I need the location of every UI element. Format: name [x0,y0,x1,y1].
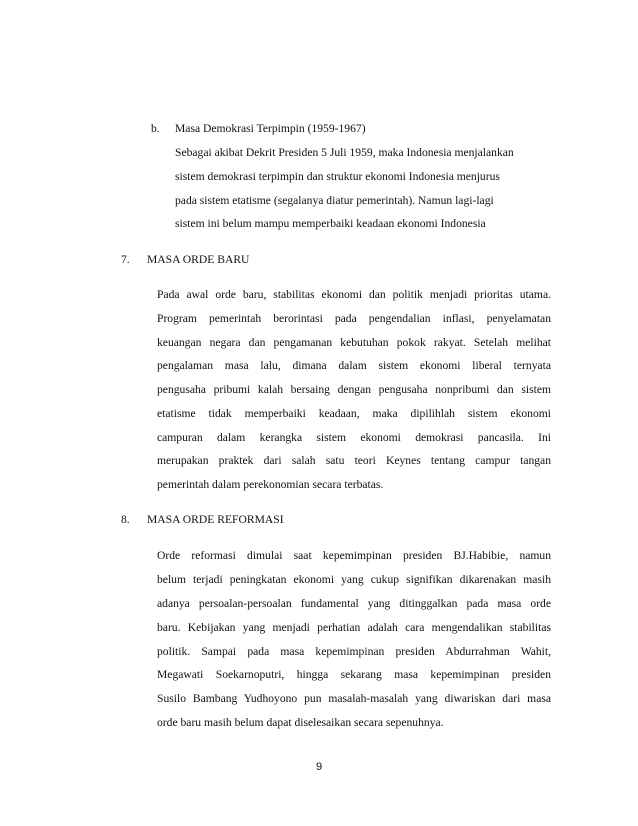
subsection-b-line: sistem demokrasi terpimpin dan struktur ekonomi Indonesia menjurus [175,170,500,183]
section-8-line: orde baru masih belum dapat diselesaikan secara sepenuhnya. [157,716,444,729]
section-7-line: Pada awal orde baru, stabilitas ekonomi dan politik menjadi prioritas utama. [157,288,551,301]
section-7-line: etatisme tidak memperbaiki keadaan, maka dipilihlah sistem ekonomi [157,407,551,420]
section-8-line: politik. Sampai pada masa kepemimpinan presiden Abdurrahman Wahit, [157,645,551,658]
section-7-line: keuangan negara dan pengamanan kebutuhan pokok rakyat. Setelah melihat [157,336,551,349]
subsection-b-marker: b. [151,122,160,135]
section-8-number: 8. [121,513,130,526]
section-8-line: Orde reformasi dimulai saat kepemimpinan presiden BJ.Habibie, namun [157,549,551,562]
section-7-line: campuran dalam kerangka sistem ekonomi demokrasi pancasila. Ini [157,431,551,444]
section-7-heading: MASA ORDE BARU [147,253,250,266]
section-7-line: pengusaha pribumi kalah bersaing dengan pengusaha nonpribumi dan sistem [157,383,551,396]
subsection-b-line: Sebagai akibat Dekrit Presiden 5 Juli 1959, maka Indonesia menjalankan [175,146,514,159]
section-7-line: merupakan praktek dari salah satu teori Keynes tentang campur tangan [157,454,551,467]
subsection-b-line: sistem ini belum mampu memperbaiki keadaan ekonomi Indonesia [175,217,486,230]
section-8-line: Megawati Soekarnoputri, hingga sekarang masa kepemimpinan presiden [157,668,551,681]
section-7-line: pemerintah dalam perekonomian secara terbatas. [157,478,384,491]
section-8-heading: MASA ORDE REFORMASI [147,513,284,526]
section-7-line: Program pemerintah berorintasi pada pengendalian inflasi, penyelamatan [157,312,551,325]
page-number: 9 [315,761,323,773]
subsection-b-line: pada sistem etatisme (segalanya diatur pemerintah). Namun lagi-lagi [175,194,494,207]
section-8-line: Susilo Bambang Yudhoyono pun masalah-masalah yang diwariskan dari masa [157,692,551,705]
section-8-line: baru. Kebijakan yang menjadi perhatian adalah cara mengendalikan stabilitas [157,621,551,634]
section-7-line: pengalaman masa lalu, dimana dalam sistem ekonomi liberal ternyata [157,359,551,372]
section-7-number: 7. [121,253,130,266]
section-8-line: belum terjadi peningkatan ekonomi yang cukup signifikan dikarenakan masih [157,573,551,586]
subsection-b-title: Masa Demokrasi Terpimpin (1959-1967) [175,122,366,135]
section-8-line: adanya persoalan-persoalan fundamental yang ditinggalkan pada masa orde [157,597,551,610]
